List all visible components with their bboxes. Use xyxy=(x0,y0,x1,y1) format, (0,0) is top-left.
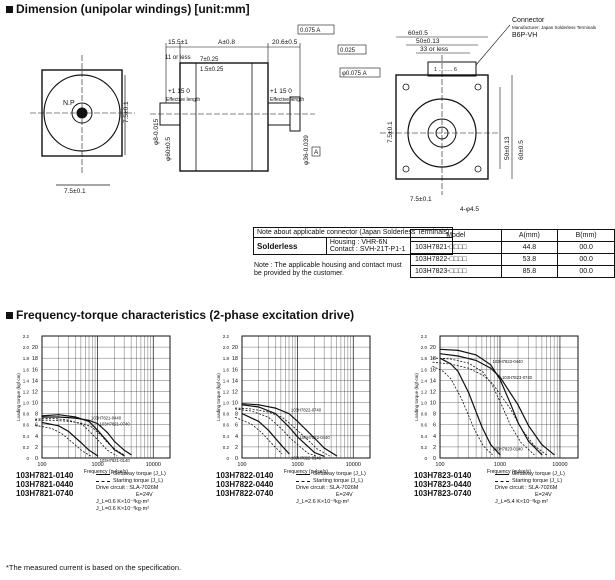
y-tick-label-nm: 2.2 xyxy=(222,334,229,339)
y-tick-label-nm: 2.0 xyxy=(22,345,29,351)
y-tick-label: 16 xyxy=(231,367,238,374)
legend-dashed-line xyxy=(96,481,110,482)
y-tick-label: 20 xyxy=(231,345,238,352)
dim-d6: 1.5±0.25 xyxy=(200,67,224,73)
data-point xyxy=(457,350,458,351)
cell-a: 44.8 xyxy=(501,242,558,254)
legend-text: Getaway torque (J_L) xyxy=(113,471,166,477)
data-point xyxy=(258,421,259,422)
data-point xyxy=(107,432,108,433)
dim-w1: 60±0.5 xyxy=(408,30,428,37)
x-tick-label: 100 xyxy=(237,462,247,468)
dim-d7b: +1 15 0 xyxy=(270,88,292,95)
dim-d3: 20.6±0.5 xyxy=(272,39,298,46)
y-tick-label-nm: 0.4 xyxy=(420,433,427,439)
series-label: 103H7823-0440 xyxy=(492,358,523,364)
y-tick-label-nm: 1.4 xyxy=(222,378,229,384)
y-tick-label: 2 xyxy=(432,444,436,451)
legend-dashed-line xyxy=(495,481,509,482)
y-tick-label-nm: 0 xyxy=(26,456,29,461)
model-name: 103H7821-0740 xyxy=(16,489,74,498)
cell-model: 103H7823-□□□□ xyxy=(411,266,502,278)
dim-d8: Effective length xyxy=(166,97,201,103)
connector-maker: Manufacturer: Japan Solderless Terminals xyxy=(512,25,596,30)
y-tick-label-nm: 0.4 xyxy=(222,433,229,439)
data-point xyxy=(75,416,76,417)
dim-d10: φ60±0.5 xyxy=(165,136,172,161)
legend-7821 xyxy=(96,471,166,513)
legend-text: J_L=2.6 K×10⁻³kg·m² xyxy=(296,499,350,505)
y-tick-label: 20 xyxy=(429,345,436,352)
legend-text: Getaway torque (J_L) xyxy=(512,471,565,477)
tol-1: 0.075 A xyxy=(300,28,321,34)
y-tick-label-nm: 2.0 xyxy=(222,345,229,351)
data-point xyxy=(124,455,125,456)
note-table-header: Note about applicable connector (Japan Solderless Terminals) xyxy=(254,228,453,238)
y-tick-label-nm: 0.6 xyxy=(22,422,29,428)
connector-part: B6P-VH xyxy=(512,32,538,39)
y-tick-label-nm: 0 xyxy=(226,456,229,461)
note-housing: Housing : VHR-6N xyxy=(329,239,388,246)
data-point xyxy=(481,426,482,427)
data-point xyxy=(324,456,325,457)
data-point xyxy=(517,404,518,405)
data-point xyxy=(258,406,259,407)
series-label: 103H7822-0440 xyxy=(299,434,330,440)
y-tick-label-nm: 1.4 xyxy=(420,378,427,384)
data-point xyxy=(241,404,242,405)
legend-text: Drive circuit : SLA-7026M xyxy=(96,485,159,491)
data-point xyxy=(88,450,89,451)
y-tick-label-nm: 1.6 xyxy=(22,367,29,373)
y-tick-label-nm: 1.8 xyxy=(22,356,29,362)
dim-d8b: Effective length xyxy=(270,97,305,103)
legend-text: J_L=0.6 K×10⁻³kg·m² xyxy=(96,506,150,512)
dim-h3: 7.5±0.1 xyxy=(387,121,394,143)
data-point xyxy=(324,447,325,448)
legend-text: E=24V xyxy=(535,492,552,498)
y-tick-label: 2 xyxy=(234,444,238,451)
x-tick-label: 100 xyxy=(435,462,445,468)
legend-7822 xyxy=(296,471,366,506)
series-line xyxy=(440,358,500,455)
freq-title: Frequency-torque characteristics (2-phase excitation drive) xyxy=(16,308,355,322)
data-point xyxy=(476,360,477,361)
dimension-title: Dimension (unipolar windings) xyxy=(16,2,192,16)
tol-2: 0.025 xyxy=(340,48,356,54)
series-label: 103H7821-0440 xyxy=(91,415,122,421)
data-point xyxy=(541,444,542,445)
data-point xyxy=(97,430,98,431)
section-bullet-icon xyxy=(6,6,13,13)
data-point xyxy=(288,426,289,427)
series-line-dashed xyxy=(235,408,330,456)
y-tick-label: 10 xyxy=(429,400,436,407)
y-tick-label: 12 xyxy=(31,389,38,396)
data-point xyxy=(468,392,469,393)
x-axis-label: Frequency (pulse/s) xyxy=(486,469,532,475)
legend-text: Drive circuit : SLA-7026M xyxy=(296,485,359,491)
table-row xyxy=(411,254,615,266)
data-point xyxy=(439,358,440,359)
torque-chart-7822 xyxy=(214,330,384,478)
dim-d7: +1 15 0 xyxy=(168,88,190,95)
cell-b: 00.0 xyxy=(558,254,615,266)
y-tick-label: 6 xyxy=(34,422,38,429)
legend-text: J_L=5.4 K×10⁻³kg·m² xyxy=(495,499,549,505)
series-label: 103H7823-0140 xyxy=(492,446,523,452)
series-label: 103H7822-0140 xyxy=(291,455,322,461)
data-point xyxy=(58,425,59,426)
y-tick-label-nm: 1.6 xyxy=(420,367,427,373)
data-point xyxy=(88,420,89,421)
front-view xyxy=(30,55,135,185)
footnote: *The measured current is based on the specification. xyxy=(6,563,182,572)
y-tick-label-nm: 1.0 xyxy=(222,400,229,406)
legend-text: Starting torque (J_L) xyxy=(313,478,364,484)
y-tick-label-nm: 0.8 xyxy=(420,411,427,417)
dim-d9: φ8-0.015 xyxy=(153,118,160,145)
cell-b: 00.0 xyxy=(558,266,615,278)
note-table-label: Solderless xyxy=(254,238,327,255)
x-tick-label: 1000 xyxy=(91,462,104,468)
dim-hole: 4-φ4.5 xyxy=(460,206,480,213)
y-tick-label-nm: 0.6 xyxy=(222,422,229,428)
dim-d4: 11 or less xyxy=(165,55,191,61)
col-b: B(mm) xyxy=(558,230,615,242)
x-tick-label: 10000 xyxy=(345,462,361,468)
y-tick-label: 4 xyxy=(234,433,238,440)
y-tick-label-nm: 0.6 xyxy=(420,422,427,428)
data-point xyxy=(268,430,269,431)
cell-model: 103H7821-□□□□ xyxy=(411,242,502,254)
side-view xyxy=(150,43,315,171)
data-point xyxy=(528,425,529,426)
series-line xyxy=(242,404,337,456)
dim-d2: A±0.8 xyxy=(218,39,235,46)
x-axis-label: Frequency (pulse/s) xyxy=(83,469,129,475)
y-tick-label: 8 xyxy=(34,411,38,418)
y-axis-label: Loading torque (kgf·cm) xyxy=(216,373,221,421)
tol-3: φ0.075 A xyxy=(342,71,367,77)
y-tick-label: 18 xyxy=(231,356,238,363)
y-tick-label: 12 xyxy=(231,389,238,396)
note-contact: Contact : SVH-21T-P1-1 xyxy=(329,246,406,253)
col-a: A(mm) xyxy=(501,230,558,242)
torque-chart-7821 xyxy=(14,330,184,478)
data-point xyxy=(457,371,458,372)
x-tick-label: 1000 xyxy=(493,462,507,468)
np-label: N.P xyxy=(63,100,75,107)
y-tick-label-nm: 1.6 xyxy=(222,367,229,373)
dim-w3: 33 or less xyxy=(420,46,449,53)
y-tick-label: 4 xyxy=(34,433,38,440)
legend-text: Getaway torque (J_L) xyxy=(313,471,366,477)
model-name: 103H7822-0740 xyxy=(216,489,274,498)
y-tick-label-nm: 0.2 xyxy=(420,444,427,450)
series-label: 103H7821-0740 xyxy=(99,421,130,427)
y-tick-label: 10 xyxy=(231,400,238,407)
cell-model: 103H7822-□□□□ xyxy=(411,254,502,266)
data-point xyxy=(131,454,132,455)
y-tick-label-nm: 1.8 xyxy=(420,356,427,362)
x-axis-label: Frequency (pulse/s) xyxy=(283,469,329,475)
y-tick-label-nm: 0.8 xyxy=(222,411,229,417)
data-point xyxy=(75,417,76,418)
series-line xyxy=(42,423,98,456)
data-point xyxy=(41,415,42,416)
y-tick-label-nm: 0.4 xyxy=(22,433,29,439)
legend-text: J_L=0.6 K×10⁻³kg·m² xyxy=(96,499,150,505)
dim-d11: φ36-0.039 xyxy=(303,135,310,165)
data-point xyxy=(241,403,242,404)
legend-text: E=24V xyxy=(136,492,153,498)
model-name: 103H7821-0440 xyxy=(16,480,74,489)
model-name: 103H7823-0140 xyxy=(414,471,472,480)
data-point xyxy=(499,376,500,377)
data-point xyxy=(476,354,477,355)
data-point xyxy=(114,449,115,450)
model-name: 103H7822-0440 xyxy=(216,480,274,489)
x-tick-label: 10000 xyxy=(145,462,161,468)
data-point xyxy=(450,363,451,364)
model-list-7821 xyxy=(16,471,73,498)
data-point xyxy=(297,421,298,422)
y-tick-label: 10 xyxy=(31,400,38,407)
table-row xyxy=(411,266,615,278)
data-point xyxy=(490,364,491,365)
rear-view xyxy=(380,37,512,195)
data-point xyxy=(457,355,458,356)
y-tick-label: 0 xyxy=(432,456,436,462)
model-table-header xyxy=(411,230,615,242)
model-table xyxy=(410,229,615,278)
dim-v2: 60±0.5 xyxy=(518,140,525,160)
y-tick-label: 14 xyxy=(231,378,238,385)
series-label: 103H7823-0740 xyxy=(501,375,533,381)
y-axis-label: Loading torque (kgf·cm) xyxy=(16,373,21,421)
y-tick-label-nm: 1.0 xyxy=(22,400,29,406)
data-point xyxy=(41,422,42,423)
model-name: 103H7823-0740 xyxy=(414,489,472,498)
connector-note: Note : The applicable housing and contact must be provided by the customer. xyxy=(254,262,402,277)
legend-solid-line xyxy=(96,474,110,475)
connector-pins: 1 ......... 6 xyxy=(434,67,457,73)
dim-v1: 50±0.13 xyxy=(504,136,511,160)
y-tick-label: 20 xyxy=(31,345,38,352)
y-tick-label-nm: 1.2 xyxy=(22,389,29,395)
data-point xyxy=(297,436,298,437)
y-tick-label: 16 xyxy=(429,367,436,374)
y-tick-label-nm: 1.0 xyxy=(420,400,427,406)
y-tick-label: 6 xyxy=(432,422,436,429)
data-point xyxy=(490,444,491,445)
dim-h1: 7.5±0.1 xyxy=(64,188,86,195)
data-point xyxy=(58,414,59,415)
model-list-7823 xyxy=(414,471,471,498)
col-model: Model xyxy=(411,230,502,242)
dimension-unit: [unit:mm] xyxy=(194,2,250,16)
series-line-dashed xyxy=(34,422,91,456)
y-tick-label-nm: 0.2 xyxy=(222,444,229,450)
y-tick-label: 8 xyxy=(234,411,238,418)
dim-w2: 50±0.13 xyxy=(416,38,440,45)
legend-text: E=24V xyxy=(336,492,353,498)
data-point xyxy=(490,368,491,369)
series-label: 103H7821-0140 xyxy=(99,457,130,463)
y-axis-label: Loading torque (kgf·cm) xyxy=(414,373,419,421)
connector-label: Connector xyxy=(512,17,545,24)
torque-chart-7823 xyxy=(412,330,592,478)
x-tick-label: 10000 xyxy=(552,462,568,468)
y-tick-label: 14 xyxy=(429,378,436,385)
data-point xyxy=(280,444,281,445)
model-name: 103H7822-0140 xyxy=(216,471,274,480)
datum-a: A xyxy=(314,149,319,156)
legend-text: Starting torque (J_L) xyxy=(113,478,164,484)
x-tick-label: 100 xyxy=(37,462,47,468)
data-point xyxy=(241,413,242,414)
y-tick-label-nm: 2.2 xyxy=(22,334,29,339)
data-point xyxy=(41,416,42,417)
y-tick-label: 0 xyxy=(234,456,238,462)
legend-text: Drive circuit : SLA-7026M xyxy=(495,485,558,491)
dim-h4: 7.5±0.1 xyxy=(410,196,432,203)
data-point xyxy=(314,452,315,453)
y-tick-label: 18 xyxy=(31,356,38,363)
y-tick-label-nm: 1.8 xyxy=(222,356,229,362)
y-tick-label: 18 xyxy=(429,356,436,363)
y-tick-label: 4 xyxy=(432,433,436,440)
data-point xyxy=(510,403,511,404)
y-tick-label-nm: 2.0 xyxy=(420,345,427,351)
data-point xyxy=(336,455,337,456)
y-tick-label-nm: 0.8 xyxy=(22,411,29,417)
y-tick-label: 0 xyxy=(34,456,38,462)
legend-dashed-line xyxy=(296,481,310,482)
y-tick-label: 14 xyxy=(31,378,38,385)
data-point xyxy=(439,349,440,350)
data-point xyxy=(124,450,125,451)
series-label: 103H7822-0740 xyxy=(291,407,322,413)
data-point xyxy=(439,353,440,354)
y-tick-label: 6 xyxy=(234,422,238,429)
data-point xyxy=(68,431,69,432)
data-point xyxy=(499,454,500,455)
y-tick-label-nm: 1.2 xyxy=(420,389,427,395)
data-point xyxy=(258,404,259,405)
y-tick-label-nm: 0 xyxy=(424,456,427,461)
freq-section-title xyxy=(6,308,354,322)
series-line xyxy=(440,354,554,455)
data-point xyxy=(275,413,276,414)
data-point xyxy=(58,416,59,417)
table-row xyxy=(411,242,615,254)
cell-b: 00.0 xyxy=(558,242,615,254)
legend-7823 xyxy=(495,471,565,506)
legend-solid-line xyxy=(495,474,509,475)
data-point xyxy=(275,407,276,408)
model-name: 103H7821-0140 xyxy=(16,471,74,480)
data-point xyxy=(554,454,555,455)
dimension-section-title xyxy=(6,2,250,16)
y-tick-label: 12 xyxy=(429,389,436,396)
legend-solid-line xyxy=(296,474,310,475)
data-point xyxy=(541,454,542,455)
y-tick-label: 2 xyxy=(34,444,38,451)
data-point xyxy=(528,441,529,442)
cell-a: 85.8 xyxy=(501,266,558,278)
y-tick-label-nm: 1.4 xyxy=(22,378,29,384)
y-tick-label-nm: 1.2 xyxy=(222,389,229,395)
dim-d1: 15.5±1 xyxy=(168,39,188,46)
data-point xyxy=(114,441,115,442)
y-tick-label-nm: 2.2 xyxy=(420,334,427,339)
model-list-7822 xyxy=(216,471,273,498)
y-tick-label-nm: 0.2 xyxy=(22,444,29,450)
dim-h2: 7.5±0.1 xyxy=(123,101,130,123)
model-name: 103H7823-0440 xyxy=(414,480,472,489)
data-point xyxy=(288,413,289,414)
legend-text: Starting torque (J_L) xyxy=(512,478,563,484)
cell-a: 53.8 xyxy=(501,254,558,266)
dimension-drawing xyxy=(0,15,615,240)
y-tick-label: 8 xyxy=(432,411,436,418)
dim-d5: 7±0.25 xyxy=(200,57,219,63)
data-point xyxy=(288,453,289,454)
section-bullet-icon xyxy=(6,312,13,319)
data-point xyxy=(80,442,81,443)
y-tick-label: 16 xyxy=(31,367,38,374)
data-point xyxy=(97,455,98,456)
x-tick-label: 1000 xyxy=(291,462,304,468)
data-point xyxy=(97,423,98,424)
data-point xyxy=(499,379,500,380)
